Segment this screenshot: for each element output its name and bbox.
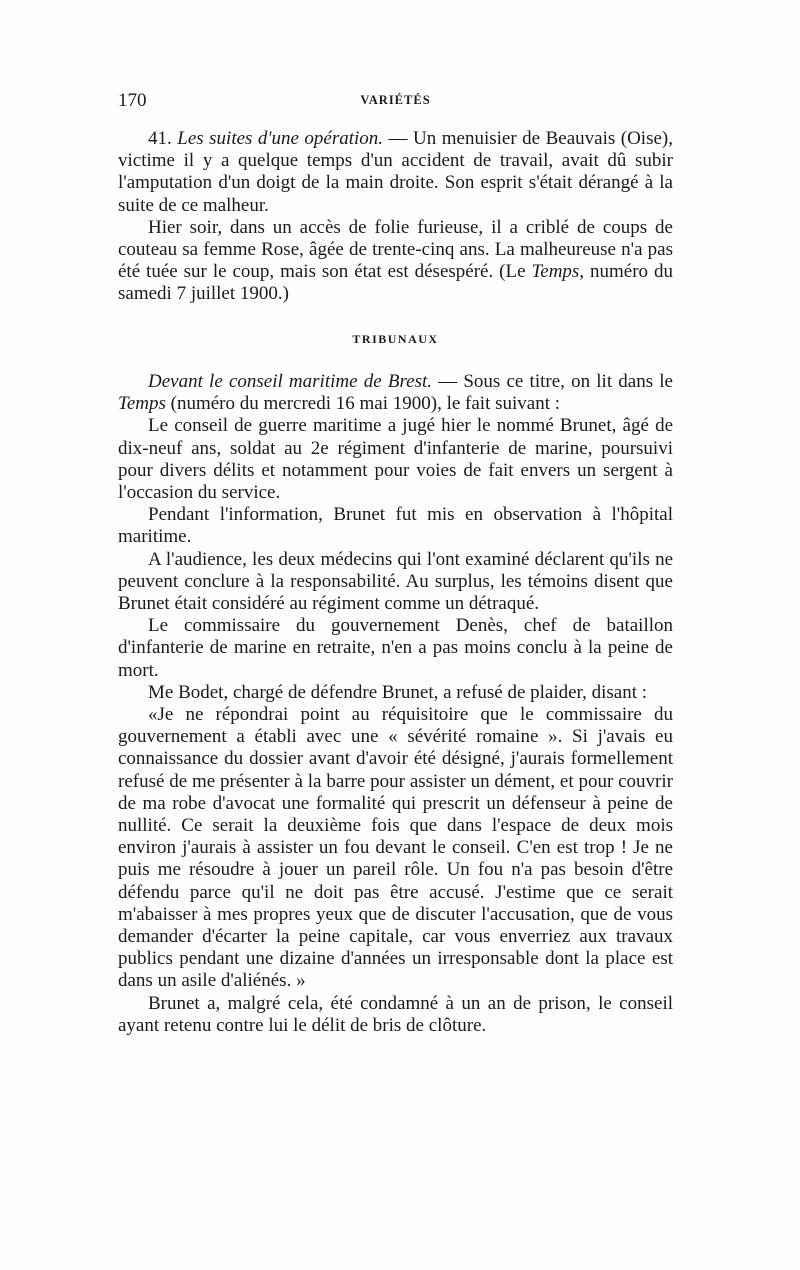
article-41 (118, 128, 673, 306)
article-brest-intro-a: — Sous ce titre, on lit dans le (432, 371, 673, 392)
article-41-paragraph-2 (118, 217, 673, 306)
paragraph: A l'audience, les deux médecins qui l'ont examiné déclarent qu'ils ne peuvent conclure à la responsabilité. Au surplus, les témoins disent que Brunet était considéré au régiment comme un détraqué. (118, 548, 673, 615)
article-41-text-2a: Hier soir, dans un accès de folie furieuse, il a criblé de coups de couteau sa femme Rose, âgée de trente-cinq ans. La malheureuse n'a pas été tuée sur le coup, mais son état est désespéré. (Le (118, 216, 673, 283)
article-brest-intro-b: (numéro du mercredi 16 mai 1900), le fait suivant : (165, 393, 561, 415)
article-41-text-2b: , numéro du samedi 7 juillet 1900.) (118, 261, 673, 305)
paragraph: Brunet a, malgré cela, été condamné à un an de prison, le conseil ayant retenu contre lui le délit de bris de clôture. (118, 992, 673, 1036)
article-41-title: Les suites d'une opération. (177, 128, 384, 149)
article-brest (118, 371, 673, 1037)
article-41-paragraph-1 (118, 128, 673, 217)
section-heading: TRIBUNAUX (352, 332, 439, 346)
article-number: 41. (148, 128, 172, 149)
quoted-plea: «Je ne répondrai point au réquisitoire que le commissaire du gouvernement a établi avec une « sévérité romaine ». Si j'avais eu connaissance du dossier avant d'avoir été désigné, j'aurais formellement refusé de me présenter à la barre pour assister un dément, et pour couvrir de ma robe d'avocat une formalité qui prescrit un défenseur à peine de nullité. Ce serait la deuxième fois que dans l'espace de deux mois environ j'aurais à assister un fou devant le conseil. C'en est trop ! Je ne puis me résoudre à jouer un pareil rôle. Un fou n'a pas besoin d'être défendu parce qu'il ne doit pas être accusé. J'estime que ce serait m'abaisser à mes propres yeux que de discuter l'accusation, que de vous demander d'écarter la peine capitale, car vous enverriez aux travaux publics pendant une dizaine d'années un irresponsable dont la place est dans un asile d'aliénés. » (118, 704, 673, 992)
paragraph: Me Bodet, chargé de défendre Brunet, a refusé de plaider, disant : (148, 681, 648, 703)
page-number: 170 (118, 90, 147, 111)
paragraph: Le conseil de guerre maritime a jugé hier le nommé Brunet, âgé de dix-neuf ans, soldat au 2e régiment d'infanterie de marine, poursuivi pour divers délits et notamment pour voies de fait envers un sergent à l'occasion du service. (118, 415, 673, 504)
paragraph: Le commissaire du gouvernement Denès, chef de bataillon d'infanterie de marine en retraite, n'en a pas moins conclu à la peine de mort. (118, 615, 673, 681)
article-41-text-1: — Un menuisier de Beauvais (Oise), victime il y a quelque temps d'un accident de travail, avait dû subir l'amputation d'un doigt de la main droite. Son esprit s'était dérangé à la suite de ce malheur. (118, 128, 673, 216)
paragraph: Pendant l'information, Brunet fut mis en observation à l'hôpital maritime. (118, 504, 673, 548)
page-header (118, 90, 673, 116)
newspaper-name: Temps (531, 261, 580, 283)
newspaper-name: Temps (118, 393, 166, 415)
article-brest-title: Devant le conseil maritime de Brest. (148, 371, 432, 392)
article-brest-intro (118, 371, 673, 415)
running-title: VARIÉTÉS (360, 93, 431, 107)
